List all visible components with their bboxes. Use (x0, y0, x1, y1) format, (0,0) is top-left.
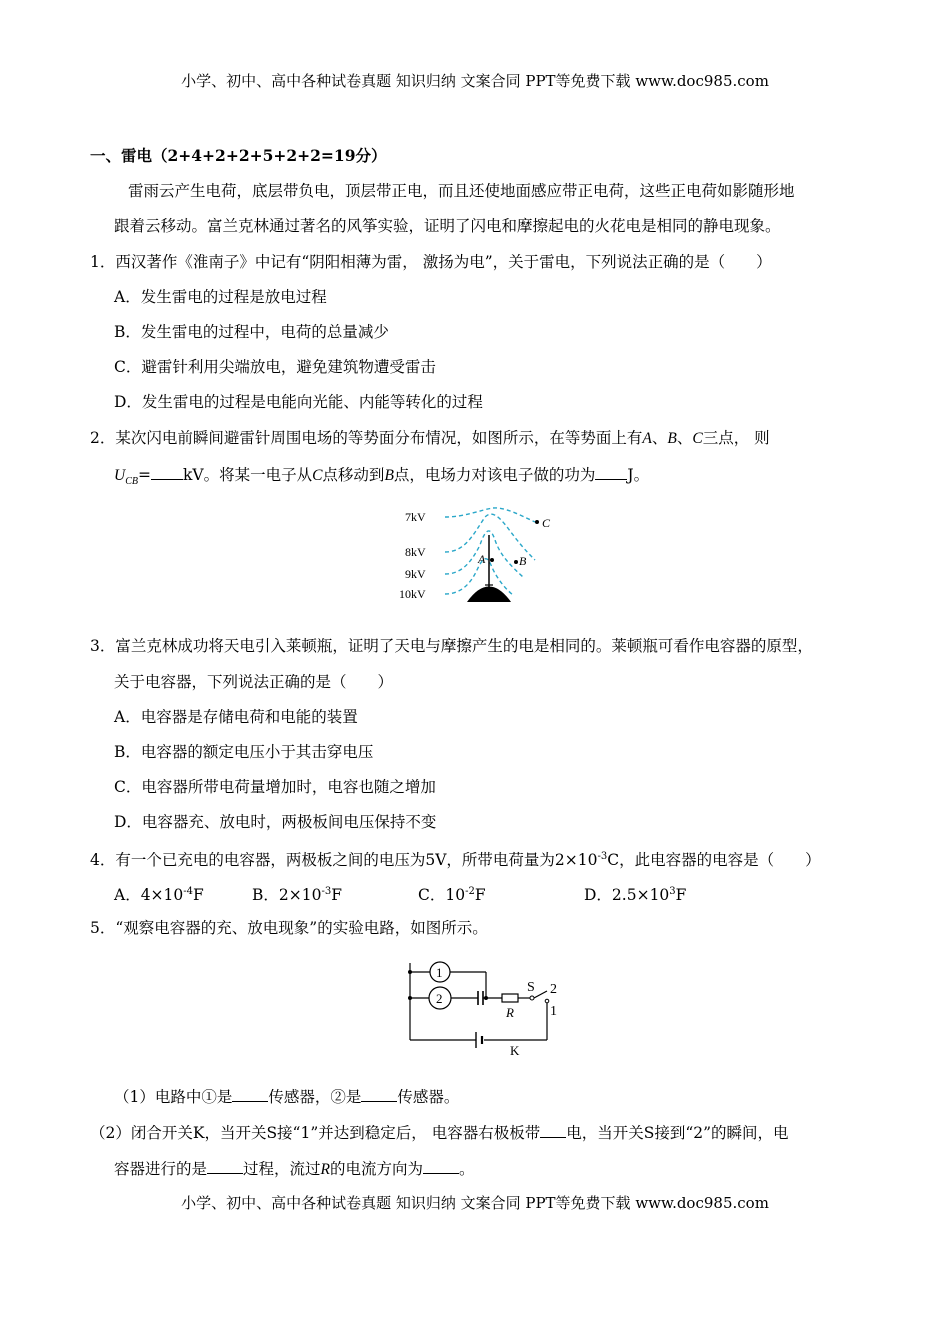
q4-d-post: F (675, 886, 687, 905)
q4-a-post: F (193, 886, 204, 905)
q5-p1-c: 传感器。 (397, 1088, 460, 1106)
q5-part-2-line-1 (90, 1123, 789, 1143)
q4-a-exp: -4 (183, 886, 194, 897)
q4-c-post: F (474, 886, 486, 905)
q4-b-pre: B．2×10 (252, 886, 322, 905)
q5-p1-b: 传感器，②是 (268, 1088, 362, 1106)
page-footer: 小学、初中、高中各种试卷真题 知识归纳 文案合同 PPT等免费下载 www.doc985.com (181, 1194, 769, 1212)
q2-stem-line-2 (114, 465, 649, 492)
q3-stem-line-1: 3．富兰克林成功将天电引入莱顿瓶，证明了天电与摩擦产生的电是相同的。莱顿瓶可看作电容器的原型， (90, 637, 813, 655)
q5-p1-a: （1）电路中①是 (114, 1088, 233, 1106)
q5-blank-sensor-1[interactable] (232, 1087, 268, 1102)
q4-b-exp: -3 (321, 886, 332, 897)
q5-part-2-line-2 (114, 1159, 475, 1180)
q5-blank-sensor-2[interactable] (361, 1087, 397, 1102)
q2-stem-post: 三点， 则 (702, 429, 770, 447)
label-point-a: A (478, 552, 486, 566)
label-8kv: 8kV (405, 545, 426, 559)
q2-voltage-symbol: U (114, 467, 126, 484)
q1-option-c: C．避雷针利用尖端放电，避免建筑物遭受雷击 (114, 358, 436, 376)
equipotential-line-7kv (445, 508, 535, 522)
q1-option-a: A．发生雷电的过程是放电过程 (114, 288, 327, 306)
q5-blank-process[interactable] (207, 1159, 243, 1174)
switch-pos-2-label: 2 (550, 982, 557, 997)
label-point-b: B (519, 554, 527, 568)
point-a-dot (490, 558, 494, 562)
q1-option-b: B．发生雷电的过程中，电荷的总量减少 (114, 323, 389, 341)
q2-unit1: kV。将某一电子从 (182, 466, 313, 484)
page-header: 小学、初中、高中各种试卷真题 知识归纳 文案合同 PPT等免费下载 www.doc985.com (181, 72, 769, 90)
q4-option-c (418, 882, 486, 905)
q2-end: 点，电场力对该电子做的功为 (393, 466, 596, 484)
switch-pos-1-label: 1 (550, 1004, 557, 1019)
q2-voltage-subscript: CB (125, 476, 138, 488)
resistor (502, 994, 518, 1002)
q5-part-1 (114, 1087, 459, 1107)
q2-blank-voltage[interactable] (151, 465, 183, 480)
q3-option-b: B．电容器的额定电压小于其击穿电压 (114, 743, 374, 761)
q2-sep2: 、 (676, 429, 693, 447)
q4-stem-post: C，此电容器的电容是（ ） (607, 851, 821, 870)
q4-d-pre: D．2.5×10 (584, 886, 670, 905)
q4-stem (90, 847, 821, 870)
q5-p2-b: 电，当开关S接到“2”的瞬间，电 (566, 1124, 789, 1142)
q5-p2-f: 。 (459, 1160, 475, 1178)
q5-p2-d: 过程，流过 (243, 1160, 321, 1178)
q2-blank-work[interactable] (595, 465, 627, 480)
q5-p2-c: 容器进行的是 (114, 1160, 208, 1178)
q4-b-post: F (331, 886, 342, 905)
meter-2-label: 2 (436, 991, 443, 1006)
q3-option-a: A．电容器是存储电荷和电能的装置 (114, 708, 358, 726)
point-c-dot (535, 520, 539, 524)
q5-p2-e: 的电流方向为 (330, 1160, 424, 1178)
q3-stem-line-2: 关于电容器，下列说法正确的是（ ） (114, 673, 394, 691)
switch-k-label: K (510, 1043, 520, 1058)
label-point-c: C (542, 516, 551, 530)
q5-p2-r: R (320, 1161, 330, 1178)
section-intro-line-1: 雷雨云产生电荷，底层带负电，顶层带正电，而且还使地面感应带正电荷，这些正电荷如影随形地 (128, 182, 795, 200)
q4-d-exp: 3 (669, 886, 676, 897)
q2-mid: 点移动到 (322, 466, 385, 484)
section-intro-line-2: 跟着云移动。富兰克林通过著名的风筝实验，证明了闪电和摩擦起电的火花电是相同的静电现象。 (114, 217, 781, 235)
q5-blank-direction[interactable] (423, 1159, 459, 1174)
switch-s-label: S (527, 980, 535, 995)
equipotential-figure (399, 505, 565, 605)
q2-point-b2: B (384, 467, 394, 484)
label-10kv: 10kV (399, 587, 426, 601)
meter-1-label: 1 (436, 965, 443, 980)
q5-stem: 5．“观察电容器的充、放电现象”的实验电路，如图所示。 (90, 919, 488, 937)
q4-c-exp: -2 (465, 886, 475, 897)
q2-stem-pre: 2．某次闪电前瞬间避雷针周围电场的等势面分布情况，如图所示，在等势面上有 (90, 429, 643, 447)
q4-option-a (114, 882, 204, 905)
q2-sep1: 、 (651, 429, 668, 447)
q4-stem-pre: 4．有一个已充电的电容器，两极板之间的电压为5V，所带电荷量为2×10 (90, 851, 598, 870)
circuit-figure (400, 955, 570, 1060)
section-title: 一、雷电（2+4+2+2+5+2+2=19分） (90, 146, 387, 165)
label-7kv: 7kV (405, 510, 426, 524)
q2-point-c: C (692, 430, 703, 447)
q4-c-pre: C．10 (418, 886, 466, 905)
q4-option-b (252, 882, 342, 905)
resistor-label: R (506, 1005, 514, 1020)
q2-stem-line-1 (90, 428, 770, 449)
q2-point-c2: C (312, 467, 323, 484)
q3-option-d: D．电容器充、放电时，两极板间电压保持不变 (114, 813, 437, 831)
q2-point-b: B (667, 430, 677, 447)
q3-option-c: C．电容器所带电荷量增加时，电容也随之增加 (114, 778, 436, 796)
label-9kv: 9kV (405, 567, 426, 581)
q5-p2-a: （2）闭合开关K，当开关S接“1”并达到稳定后， 电容器右极板带 (90, 1124, 541, 1142)
q1-option-d: D．发生雷电的过程是电能向光能、内能等转化的过程 (114, 393, 483, 411)
q2-point-a: A (642, 430, 652, 447)
building-dome (467, 587, 511, 603)
q4-a-pre: A．4×10 (114, 886, 184, 905)
q2-unit2: J。 (627, 466, 650, 484)
q2-equals: = (137, 466, 151, 484)
q4-stem-exp: -3 (597, 851, 608, 862)
q5-blank-charge-sign[interactable] (540, 1123, 566, 1138)
point-b-dot (514, 560, 518, 564)
switch-s-blade (534, 991, 547, 998)
q1-stem: 1．西汉著作《淮南子》中记有“阴阳相薄为雷， 激扬为电”，关于雷电，下列说法正确的是（ ） (90, 253, 772, 271)
q4-option-d (584, 882, 686, 905)
